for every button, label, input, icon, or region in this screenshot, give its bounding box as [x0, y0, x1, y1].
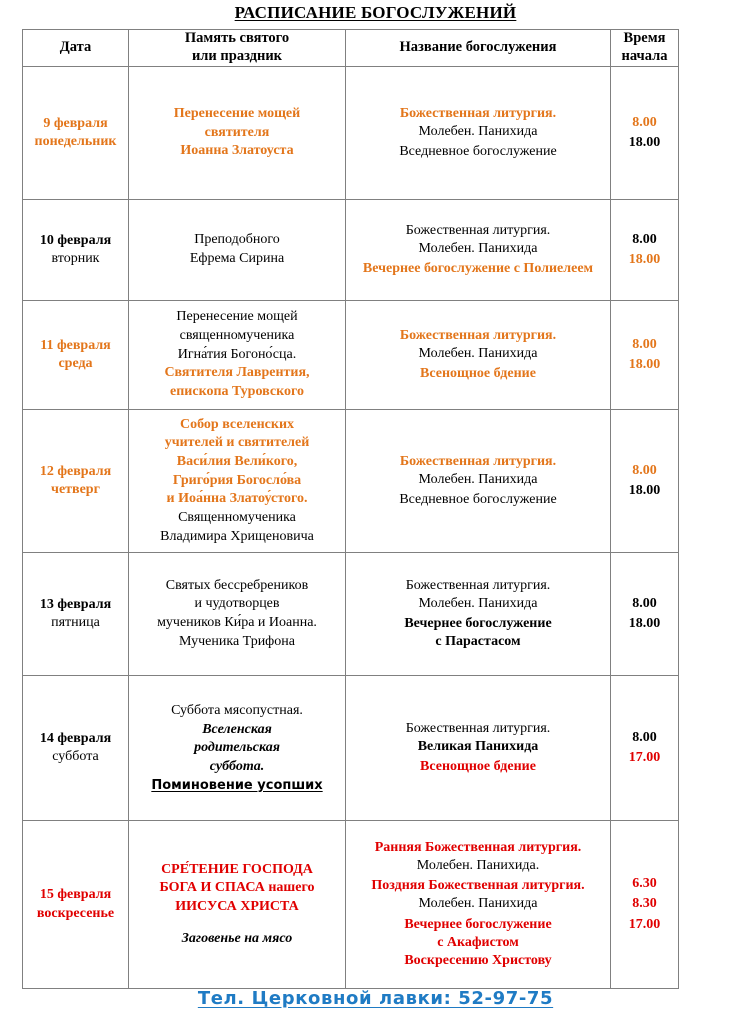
service-entry [352, 758, 604, 776]
saint-line: Григо́рия Богосло́ва [172, 472, 302, 488]
service-stack [346, 835, 610, 974]
saint-line: Владимира Хрищеновича [160, 528, 314, 544]
saint-line: Перенесение мощей [176, 309, 298, 325]
service-line: Божественная литургия. [399, 105, 557, 121]
cell-saint-or-feast [129, 200, 346, 301]
date-weekday: понедельник [34, 134, 117, 149]
saint-line: и чудотворцев [194, 596, 280, 612]
date-weekday: воскресенье [36, 905, 115, 921]
service-time: 8.00 [632, 114, 657, 130]
service-entry [352, 143, 604, 161]
church-shop-phone: Тел. Церковной лавки: 52-97-75 [197, 988, 554, 1009]
service-entry [352, 916, 604, 971]
cell-saint-or-feast [129, 410, 346, 553]
cell-services [346, 67, 611, 200]
cell-date [23, 410, 129, 553]
service-line: Вседневное богослужение [399, 144, 557, 160]
service-entry [352, 577, 604, 613]
saint-line: учителей и святителей [164, 435, 310, 451]
cell-saint-or-feast [129, 821, 346, 989]
service-line: Всенощное бдение [420, 759, 536, 775]
service-line: Молебен. Панихида [418, 123, 538, 139]
date-weekday: среда [58, 356, 93, 371]
service-stack [346, 716, 610, 781]
column-header-saint-line1: Память святого [184, 30, 290, 47]
saint-line: ИИСУСА ХРИСТА [175, 899, 299, 914]
cell-date [23, 67, 129, 200]
saint-line: Ефрема Сирина [189, 251, 285, 266]
date-weekday: пятница [51, 615, 100, 630]
date-weekday: суббота [52, 749, 99, 764]
saint-line: суббота. [209, 758, 265, 774]
saint-line: Васи́лия Вели́кого, [176, 454, 298, 470]
service-line: Поздняя Божественная литургия. [371, 878, 585, 894]
cell-start-time [611, 821, 679, 989]
cell-date [23, 301, 129, 410]
service-stack [346, 218, 610, 283]
date-number: 13 февраля [39, 596, 112, 612]
time-stack [611, 725, 678, 771]
service-line: Вседневное богослужение [399, 492, 557, 508]
column-header-date [23, 30, 129, 67]
cell-start-time [611, 410, 679, 553]
saint-line: Мученика Трифона [179, 633, 295, 649]
date-number: 10 февраля [39, 232, 112, 248]
table-header-row [23, 30, 679, 67]
saint-line: священномученика [179, 328, 295, 344]
cell-start-time [611, 676, 679, 821]
time-stack [611, 591, 678, 637]
cell-date [23, 821, 129, 989]
cell-start-time [611, 200, 679, 301]
service-stack [346, 101, 610, 166]
service-entry [352, 839, 604, 875]
service-line: Вечернее богослужение с Полиелеем [362, 261, 594, 277]
column-header-saint-line2: или праздник [191, 48, 283, 64]
saint-line: святителя [204, 124, 270, 140]
table-row [23, 821, 679, 989]
saint-line: епископа Туровского [170, 383, 304, 399]
table-row [23, 200, 679, 301]
table-row [23, 676, 679, 821]
column-header-time-line2: начала [621, 48, 668, 64]
saint-line: Собор вселенских [179, 416, 295, 432]
time-stack [611, 332, 678, 378]
service-time: 17.00 [628, 750, 661, 765]
cell-start-time [611, 67, 679, 200]
service-entry [352, 877, 604, 913]
service-line: с Акафистом [437, 934, 519, 950]
saint-line: и Иоа́нна Златоу́стого. [166, 491, 308, 507]
saint-line: мучеников Ки́ра и Иоанна. [157, 615, 317, 630]
service-stack [346, 573, 610, 656]
date-weekday: вторник [51, 251, 100, 266]
service-line: Вечернее богослужение [404, 616, 552, 631]
column-header-saint [129, 30, 346, 67]
saint-line: Преподобного [194, 232, 280, 248]
service-time: 8.00 [632, 336, 657, 352]
service-time: 8.30 [632, 896, 657, 912]
cell-saint-or-feast [129, 553, 346, 676]
service-time: 17.00 [628, 916, 661, 932]
service-line: Божественная литургия. [399, 327, 557, 343]
time-stack [611, 110, 678, 156]
cell-saint-or-feast [129, 301, 346, 410]
service-stack [346, 323, 610, 388]
column-header-date-label: Дата [59, 39, 92, 56]
service-time: 8.00 [632, 462, 657, 478]
date-number: 9 февраля [43, 115, 108, 131]
saint-line: Святителя Лаврентия, [164, 365, 310, 381]
cell-services [346, 676, 611, 821]
date-number: 15 февраля [39, 887, 112, 903]
saint-line: Игна́тия Богоно́сца. [177, 346, 297, 362]
saint-line: Святых бессребреников [165, 577, 309, 593]
table-body [23, 67, 679, 989]
table-row [23, 301, 679, 410]
date-number: 14 февраля [39, 730, 112, 746]
column-header-service [346, 30, 611, 67]
cell-services [346, 410, 611, 553]
service-entry [352, 327, 604, 363]
service-line: Великая Панихида [417, 738, 539, 754]
service-line: Молебен. Панихида [418, 896, 538, 912]
service-entry [352, 222, 604, 258]
service-entry [352, 453, 604, 489]
cell-date [23, 676, 129, 821]
service-line: Молебен. Панихида [418, 345, 538, 361]
service-schedule-table [22, 29, 679, 989]
service-time: 6.30 [632, 876, 657, 892]
cell-start-time [611, 301, 679, 410]
cell-date [23, 553, 129, 676]
service-line: Воскресению Христову [404, 952, 552, 968]
saint-line: Перенесение мощей [173, 106, 301, 122]
service-line: Молебен. Панихида [418, 595, 538, 611]
saint-line: БОГА И СПАСА нашего [159, 880, 315, 896]
time-stack [611, 458, 678, 504]
date-number: 11 февраля [40, 337, 111, 353]
time-stack [611, 871, 678, 938]
cell-saint-or-feast [129, 676, 346, 821]
service-line: Вечернее богослужение [404, 916, 552, 932]
service-line: Божественная литургия. [405, 720, 551, 736]
service-time: 18.00 [628, 252, 661, 267]
schedule-page [0, 4, 751, 1028]
service-line: Молебен. Панихида [418, 240, 538, 256]
service-time: 18.00 [628, 616, 661, 631]
service-line: Божественная литургия. [405, 222, 551, 238]
cell-saint-or-feast [129, 67, 346, 200]
table-header [23, 30, 679, 67]
service-time: 8.00 [632, 729, 657, 745]
service-time: 8.00 [632, 231, 657, 247]
service-entry [352, 491, 604, 509]
date-number: 12 февраля [39, 463, 112, 479]
service-line: Божественная литургия. [399, 453, 557, 469]
service-line: Молебен. Панихида. [416, 858, 540, 874]
table-row [23, 67, 679, 200]
column-header-time-line1: Время [623, 30, 666, 47]
table-row [23, 553, 679, 676]
service-time: 18.00 [628, 135, 661, 150]
service-line: Всенощное бдение [420, 366, 536, 382]
saint-line: СРЕ́ТЕНИЕ ГОСПОДА [161, 861, 313, 877]
date-weekday: четверг [51, 482, 100, 497]
cell-services [346, 821, 611, 989]
service-line: с Парастасом [435, 634, 521, 650]
saint-line: Вселенская [202, 721, 272, 737]
saint-line: родительская [194, 740, 280, 756]
table-row [23, 410, 679, 553]
service-line: Молебен. Панихида [418, 471, 538, 487]
cell-date [23, 200, 129, 301]
column-header-service-label: Название богослужения [399, 39, 557, 56]
service-entry [352, 260, 604, 278]
saint-line: Суббота мясопустная. [171, 703, 303, 719]
service-line: Божественная литургия. [405, 577, 551, 593]
cell-services [346, 301, 611, 410]
time-stack [611, 227, 678, 273]
saint-line: Поминовение усопших [151, 777, 323, 793]
service-stack [346, 449, 610, 514]
service-entry [352, 105, 604, 141]
cell-services [346, 553, 611, 676]
service-time: 18.00 [628, 357, 661, 372]
cell-services [346, 200, 611, 301]
service-time: 8.00 [632, 595, 657, 611]
service-time: 18.00 [628, 483, 661, 498]
service-entry [352, 615, 604, 651]
schedule-table-container [22, 29, 678, 989]
saint-line [129, 917, 345, 930]
page-title: РАСПИСАНИЕ БОГОСЛУЖЕНИЙ [234, 3, 517, 22]
saint-line: Священномученика [178, 509, 296, 525]
service-line: Ранняя Божественная литургия. [374, 839, 582, 855]
service-entry [352, 720, 604, 756]
cell-start-time [611, 553, 679, 676]
column-header-time [611, 30, 679, 67]
service-entry [352, 365, 604, 383]
saint-line: Заговенье на мясо [181, 930, 293, 946]
saint-line: Иоанна Златоуста [180, 143, 294, 159]
